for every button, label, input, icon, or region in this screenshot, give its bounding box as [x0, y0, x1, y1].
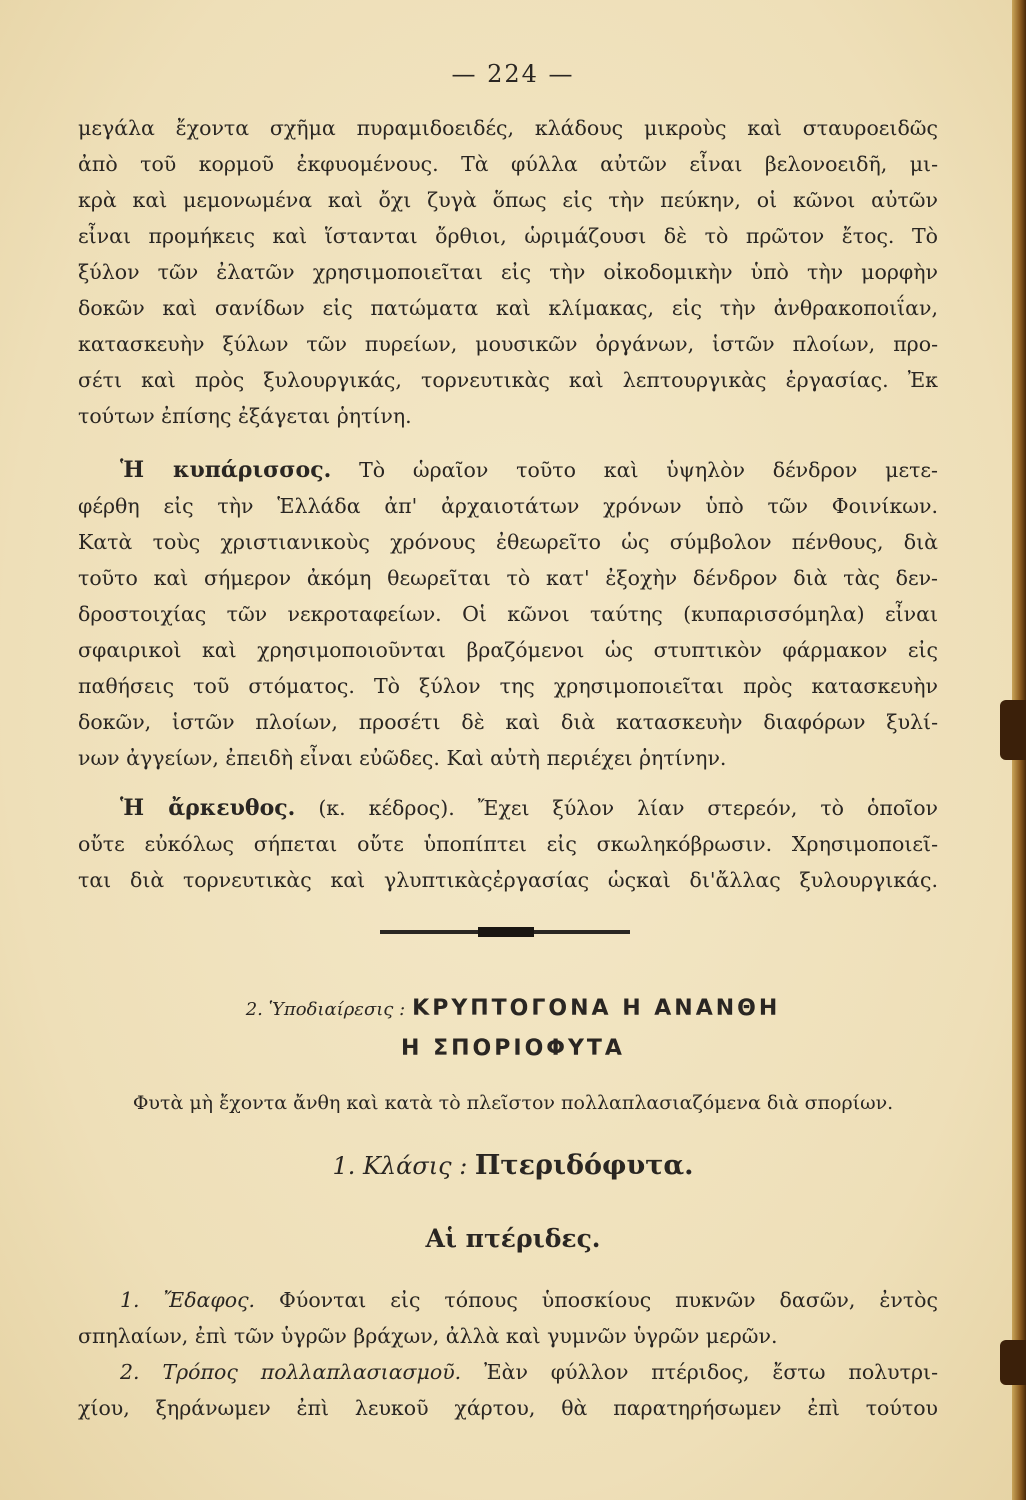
text-line: τοῦτο καὶ σήμερον ἀκόμη θεωρεῖται τὸ κατ' ἐξοχὴν δένδρον διὰ τὰς δεν- [78, 566, 938, 590]
text-line: σφαιρικοὶ καὶ χρησιμοποιοῦνται βραζόμενοι ὡς στυπτικὸν φάρμακον εἰς [78, 638, 938, 662]
text-line: παθήσεις τοῦ στόματος. Τὸ ξύλον της χρησιμοποιεῖται πρὸς κατασκευὴν [78, 674, 938, 698]
text-line: δοκῶν, ἱστῶν πλοίων, προσέτι δὲ καὶ διὰ κατασκευὴν διαφόρων ξυλί- [78, 710, 938, 734]
numbered-label: 1. Ἔδαφος. [120, 1288, 256, 1312]
subdivision-title-line1: ΚΡΥΠΤΟΓΟΝΑ Η ΑΝΑΝΘΗ [412, 996, 781, 1021]
text-line: Κατὰ τοὺς χριστιανικοὺς χρόνους ἐθεωρεῖτο ὡς σύμβολον πένθους, διὰ [78, 530, 938, 554]
class-name: Πτεριδόφυτα. [474, 1150, 694, 1181]
section-heading: Αἱ πτέριδες. [425, 1224, 601, 1253]
subdivision-title-line2: Η ΣΠΟΡΙΟΦΥΤΑ [401, 1036, 625, 1061]
subdivision-heading [0, 996, 1026, 1021]
numbered-first-line [120, 1354, 938, 1390]
text-line: δοκῶν καὶ σανίδων εἰς πατώματα καὶ κλίμακας, εἰς τὴν ἀνθρακοποιΐαν, [78, 296, 938, 320]
text-line: νων ἀγγείων, ἐπειδὴ εἶναι εὐῶδες. Καὶ αὐτὴ περιέχει ῥητίνην. [78, 746, 727, 770]
text-line: ἀπὸ τοῦ κορμοῦ ἐκφυομένους. Τὰ φύλλα αὐτῶν εἶναι βελονοειδῆ, μι- [78, 152, 938, 176]
section-term: Ἡ ἄρκευθος. [120, 795, 296, 821]
text-line: φέρθη εἰς τὴν Ἑλλάδα ἀπ' ἀρχαιοτάτων χρόνων ὑπὸ τῶν Φοινίκων. [78, 494, 938, 518]
text-line: σπηλαίων, ἐπὶ τῶν ὑγρῶν βράχων, ἀλλὰ καὶ γυμνῶν ὑγρῶν μερῶν. [78, 1324, 778, 1348]
text-line-rest: Ἐὰν φύλλον πτέριδος, ἔστω πολυτρι- [484, 1360, 938, 1384]
text-line-rest: (κ. κέδρος). Ἔχει ξύλον λίαν στερεόν, τὸ ὁποῖον [318, 796, 939, 820]
text-line: δροστοιχίας τῶν νεκροταφείων. Οἱ κῶνοι ταύτης (κυπαρισσόμηλα) εἶναι [78, 602, 938, 626]
subdivision-description: Φυτὰ μὴ ἔχοντα ἄνθη καὶ κατὰ τὸ πλεῖστον πολλαπλασιαζόμενα διὰ σπορίων. [132, 1092, 894, 1114]
paragraph-first-line [120, 790, 938, 826]
text-line: ται διὰ τορνευτικὰς καὶ γλυπτικὰςἐργασίας ὡςκαὶ δι'ἄλλας ξυλουργικάς. [78, 868, 938, 892]
class-prefix: 1. Κλάσις : [332, 1152, 468, 1180]
text-line: ξύλον τῶν ἐλατῶν χρησιμοποιεῖται εἰς τὴν οἰκοδομικὴν ὑπὸ τὴν μορφὴν [78, 260, 938, 284]
text-line: μεγάλα ἔχοντα σχῆμα πυραμιδοειδές, κλάδους μικροὺς καὶ σταυροειδῶς [78, 116, 938, 140]
subdivision-prefix: 2. Ὑποδιαίρεσις : [245, 999, 406, 1020]
text-line-rest: Φύονται εἰς τόπους ὑποσκίους πυκνῶν δασῶν, ἐντὸς [279, 1288, 938, 1312]
text-line: κατασκευὴν ξύλων τῶν πυρείων, μουσικῶν ὀργάνων, ἱστῶν πλοίων, προ- [78, 332, 938, 356]
text-line: τούτων ἐπίσης ἐξάγεται ῥητίνη. [78, 404, 412, 428]
page-edge-damage [1000, 700, 1026, 760]
numbered-label: 2. Τρόπος πολλαπλασιασμοῦ. [120, 1360, 462, 1384]
class-heading [0, 1150, 1026, 1181]
text-line: εἶναι προμήκεις καὶ ἵστανται ὄρθιοι, ὡριμάζουσι δὲ τὸ πρῶτον ἔτος. Τὸ [78, 224, 938, 248]
text-line: κρὰ καὶ μεμονωμένα καὶ ὄχι ζυγὰ ὅπως εἰς τὴν πεύκην, οἱ κῶνοι αὐτῶν [78, 188, 938, 212]
page-edge-damage [1000, 1340, 1026, 1385]
text-line: χίου, ξηράνωμεν ἐπὶ λευκοῦ χάρτου, θὰ παρατηρήσωμεν ἐπὶ τούτου [78, 1396, 938, 1420]
text-line: σέτι καὶ πρὸς ξυλουργικάς, τορνευτικὰς καὶ λεπτουργικὰς ἐργασίας. Ἐκ [78, 368, 938, 392]
numbered-first-line [120, 1282, 938, 1318]
text-line-rest: Τὸ ὡραῖον τοῦτο καὶ ὑψηλὸν δένδρον μετε- [359, 458, 938, 482]
paragraph-first-line [120, 452, 938, 488]
page-number: — 224 — [451, 60, 575, 88]
section-term: Ἡ κυπάρισσος. [120, 457, 332, 483]
section-divider-ornament [478, 927, 534, 937]
text-line: οὔτε εὐκόλως σήπεται οὔτε ὑποπίπτει εἰς σκωληκόβρωσιν. Χρησιμοποιεῖ- [78, 832, 938, 856]
